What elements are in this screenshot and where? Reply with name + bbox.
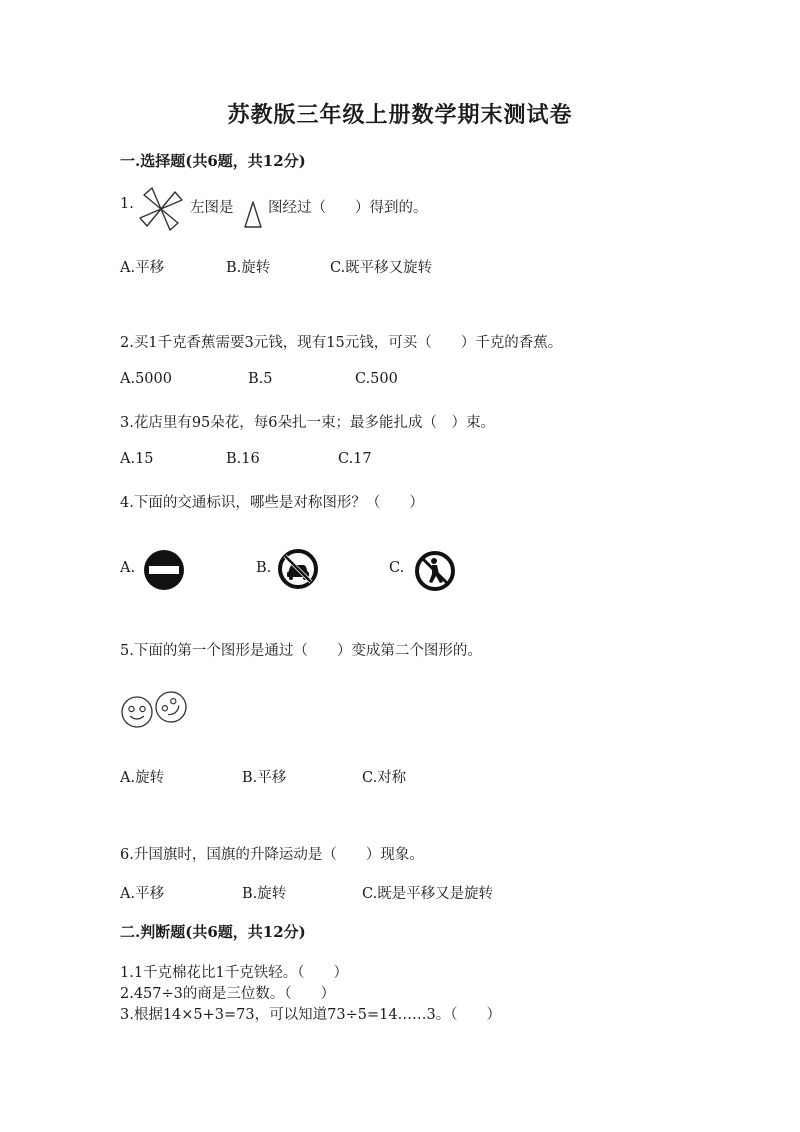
question-6-option-a: A.平移 bbox=[120, 886, 165, 902]
question-1-option-a: A.平移 bbox=[120, 260, 165, 276]
question-5-option-c: C.对称 bbox=[362, 770, 407, 786]
question-4-option-b: B. bbox=[256, 560, 272, 576]
question-6-text: 6.升国旗时，国旗的升降运动是（ ）现象。 bbox=[120, 847, 424, 863]
question-2-option-b: B.5 bbox=[248, 371, 273, 387]
pinwheel-figure-icon bbox=[138, 186, 184, 232]
question-2-option-c: C.500 bbox=[355, 371, 398, 387]
question-5-option-a: A.旋转 bbox=[120, 770, 165, 786]
triangle-figure-icon bbox=[243, 200, 263, 230]
smiley-face-icon bbox=[120, 695, 154, 729]
no-pedestrian-sign-icon bbox=[414, 550, 456, 592]
question-1-text-a: 左图是 bbox=[190, 200, 234, 216]
question-1-option-b: B.旋转 bbox=[226, 260, 271, 276]
question-3-text: 3.花店里有95朵花，每6朵扎一束；最多能扎成（ ）束。 bbox=[120, 415, 496, 431]
question-1-option-c: C.既平移又旋转 bbox=[330, 260, 433, 276]
question-5-text: 5.下面的第一个图形是通过（ ）变成第二个图形的。 bbox=[120, 643, 482, 659]
question-5-option-b: B.平移 bbox=[242, 770, 287, 786]
question-1-text-b: 图经过（ ）得到的。 bbox=[268, 200, 428, 216]
question-3-option-c: C.17 bbox=[338, 451, 372, 467]
question-4-option-c: C. bbox=[389, 560, 405, 576]
question-2-option-a: A.5000 bbox=[120, 371, 172, 387]
page-title: 苏教版三年级上册数学期末测试卷 bbox=[227, 102, 573, 128]
judgement-item-1: 1.1千克棉花比1千克铁轻。（ ） bbox=[120, 965, 349, 981]
no-entry-sign-icon bbox=[143, 549, 185, 591]
question-4-option-a: A. bbox=[120, 560, 136, 576]
section-1-heading: 一.选择题(共6题，共12分) bbox=[120, 152, 306, 170]
rotated-smiley-face-icon bbox=[154, 690, 188, 724]
question-1-number: 1. bbox=[120, 196, 134, 212]
question-3-option-b: B.16 bbox=[226, 451, 260, 467]
judgement-item-2: 2.457÷3的商是三位数。（ ） bbox=[120, 986, 336, 1002]
section-2-heading: 二.判断题(共6题，共12分) bbox=[120, 923, 306, 941]
question-3-option-a: A.15 bbox=[120, 451, 154, 467]
question-6-option-c: C.既是平移又是旋转 bbox=[362, 886, 494, 902]
question-4-text: 4.下面的交通标识，哪些是对称图形？（ ） bbox=[120, 495, 424, 511]
judgement-item-3: 3.根据14×5+3=73，可以知道73÷5=14……3。（ ） bbox=[120, 1007, 502, 1023]
question-6-option-b: B.旋转 bbox=[242, 886, 287, 902]
no-car-sign-icon bbox=[277, 548, 319, 590]
question-2-text: 2.买1千克香蕉需要3元钱，现有15元钱，可买（ ）千克的香蕉。 bbox=[120, 335, 563, 351]
